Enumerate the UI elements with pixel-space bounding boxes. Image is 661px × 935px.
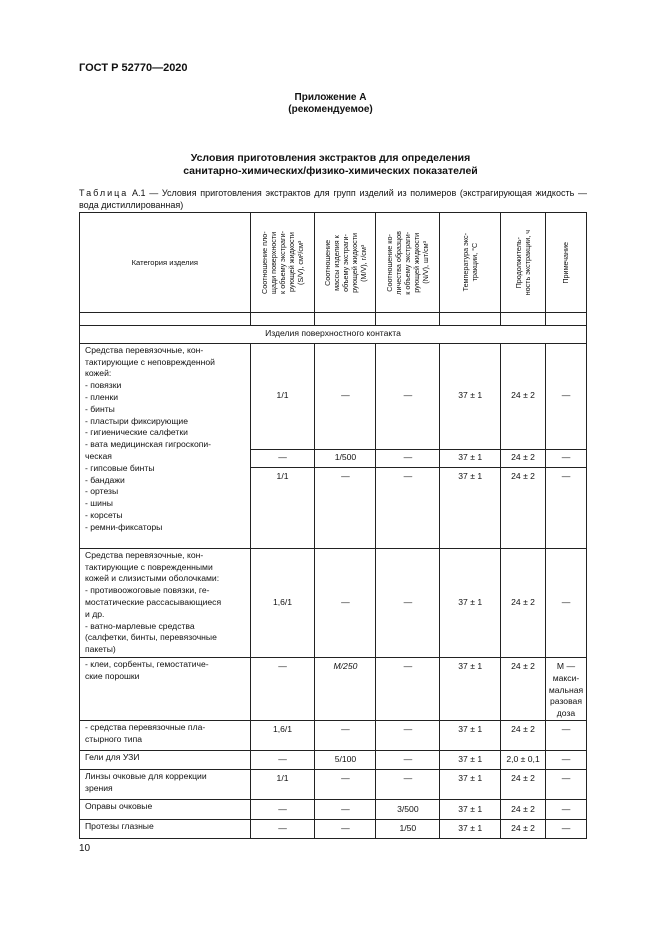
table-row	[80, 720, 587, 750]
cell-nv: 1/50	[376, 819, 440, 838]
cell-note: —	[545, 819, 586, 838]
table-row	[80, 548, 587, 657]
row-name: Оправы очковые	[80, 799, 251, 819]
cell-note: M — макси- мальная разовая доза	[545, 657, 586, 720]
cell-sv: —	[250, 750, 315, 769]
header-temperature: Температура экс- тракции, °С	[440, 213, 501, 313]
cell-mv: —	[315, 819, 376, 838]
section-title-line1: Условия приготовления экстрактов для определения	[190, 152, 471, 164]
cell-temperature: 37 ± 1	[440, 769, 501, 799]
cell-nv: —	[376, 657, 440, 720]
table-row	[80, 750, 587, 769]
cell-mv: —	[315, 467, 376, 548]
row-name: Линзы очковые для коррекции зрения	[80, 769, 251, 799]
row-name: Гели для УЗИ	[80, 750, 251, 769]
row-name: - средства перевязочные пла- стырного типа	[80, 720, 251, 750]
cell-mv: —	[315, 720, 376, 750]
cell-note: —	[545, 799, 586, 819]
cell-duration: 24 ± 2	[501, 769, 546, 799]
cell-duration: 2,0 ± 0,1	[501, 750, 546, 769]
cell-nv: —	[376, 769, 440, 799]
table-row	[80, 799, 587, 819]
cell-temperature: 37 ± 1	[440, 799, 501, 819]
section-title	[0, 152, 661, 178]
header-mv: Соотношение массы изделия к объему экстраги- рующей жидкости (M/V), г/см³	[315, 213, 376, 313]
cell-nv: —	[376, 720, 440, 750]
page-number: 10	[79, 843, 91, 854]
cell-temperature: 37 ± 1	[440, 449, 501, 467]
header-category: Категория изделия	[80, 213, 251, 313]
cell-sv: 1/1	[250, 467, 315, 548]
cell-sv: 1,6/1	[250, 548, 315, 657]
cell-mv: —	[315, 769, 376, 799]
cell-nv: —	[376, 750, 440, 769]
cell-note: —	[545, 343, 586, 449]
cell-duration: 24 ± 2	[501, 449, 546, 467]
section-label: Изделия поверхностного контакта	[80, 326, 587, 344]
cell-duration: 24 ± 2	[501, 467, 546, 548]
cell-temperature: 37 ± 1	[440, 750, 501, 769]
table-row	[80, 657, 587, 720]
header-spacer-row	[80, 313, 587, 326]
section-title-line2: санитарно-химических/физико-химических показателей	[183, 165, 478, 177]
cell-note: —	[545, 750, 586, 769]
cell-note: —	[545, 720, 586, 750]
cell-duration: 24 ± 2	[501, 657, 546, 720]
cell-mv: —	[315, 343, 376, 449]
cell-duration: 24 ± 2	[501, 548, 546, 657]
document-code: ГОСТ Р 52770—2020	[79, 62, 188, 74]
appendix-status: (рекомендуемое)	[288, 104, 373, 115]
cell-temperature: 37 ± 1	[440, 657, 501, 720]
cell-sv: 1,6/1	[250, 720, 315, 750]
cell-duration: 24 ± 2	[501, 799, 546, 819]
header-sv: Соотношение пло- щади поверхности к объему экстраги- рующей жидкости (S/V), см²/см³	[250, 213, 315, 313]
cell-sv: —	[250, 657, 315, 720]
cell-duration: 24 ± 2	[501, 343, 546, 449]
cell-mv: —	[315, 799, 376, 819]
table-caption-text: А.1 — Условия приготовления экстрактов для групп изделий из полимеров (экстрагирующая жидкость — вода дистиллированная)	[79, 188, 587, 210]
cell-note: —	[545, 769, 586, 799]
cell-temperature: 37 ± 1	[440, 819, 501, 838]
cell-sv: —	[250, 449, 315, 467]
cell-temperature: 37 ± 1	[440, 467, 501, 548]
table-caption-label: Таблица	[79, 188, 129, 198]
cell-sv: —	[250, 819, 315, 838]
table-row	[80, 343, 587, 449]
cell-temperature: 37 ± 1	[440, 548, 501, 657]
section-row	[80, 326, 587, 344]
header-duration: Продолжитель- ность экстракции, ч	[501, 213, 546, 313]
cell-note: —	[545, 548, 586, 657]
cell-mv: M/250	[315, 657, 376, 720]
cell-note: —	[545, 449, 586, 467]
table-caption	[79, 187, 587, 211]
appendix-title: Приложение А	[294, 92, 367, 103]
header-nv: Соотношение ко- личества образцов к объему экстраги- рующей жидкости (N/V), шт/см³	[376, 213, 440, 313]
cell-note: —	[545, 467, 586, 548]
cell-duration: 24 ± 2	[501, 720, 546, 750]
table-row	[80, 819, 587, 838]
table-row	[80, 769, 587, 799]
cell-nv: —	[376, 449, 440, 467]
cell-temperature: 37 ± 1	[440, 343, 501, 449]
row-name-powders: - клеи, сорбенты, гемостатиче- ские порошки	[80, 657, 251, 720]
cell-nv: —	[376, 548, 440, 657]
table-header-row	[80, 213, 587, 313]
cell-nv: 3/500	[376, 799, 440, 819]
cell-mv: —	[315, 548, 376, 657]
cell-duration: 24 ± 2	[501, 819, 546, 838]
cell-mv: 5/100	[315, 750, 376, 769]
cell-nv: —	[376, 467, 440, 548]
cell-temperature: 37 ± 1	[440, 720, 501, 750]
cell-sv: 1/1	[250, 769, 315, 799]
row-name: Протезы глазные	[80, 819, 251, 838]
extraction-conditions-table	[79, 212, 587, 839]
cell-sv: 1/1	[250, 343, 315, 449]
header-note: Примечание	[545, 213, 586, 313]
cell-nv: —	[376, 343, 440, 449]
row-name-intact-skin: Средства перевязочные, кон- тактирующие с неповрежденной кожей: - повязки - пленки - бинты - пластыри фиксирующие - гигиенические салфетки - вата медицинская гигроскопи- ческая - гипсовые бинты - бандажи - ортезы - шины - корсеты - ремни-фиксаторы	[80, 343, 251, 548]
cell-sv: —	[250, 799, 315, 819]
appendix-heading	[0, 92, 661, 116]
row-name-damaged-skin: Средства перевязочные, кон- тактирующие с поврежденными кожей и слизистыми оболочками: - противоожоговые повязки, ге- мостатические рассасывающиеся и др. - ватно-марлевые средства (салфетки, бинты, перевязочные пакеты)	[80, 548, 251, 657]
cell-mv: 1/500	[315, 449, 376, 467]
